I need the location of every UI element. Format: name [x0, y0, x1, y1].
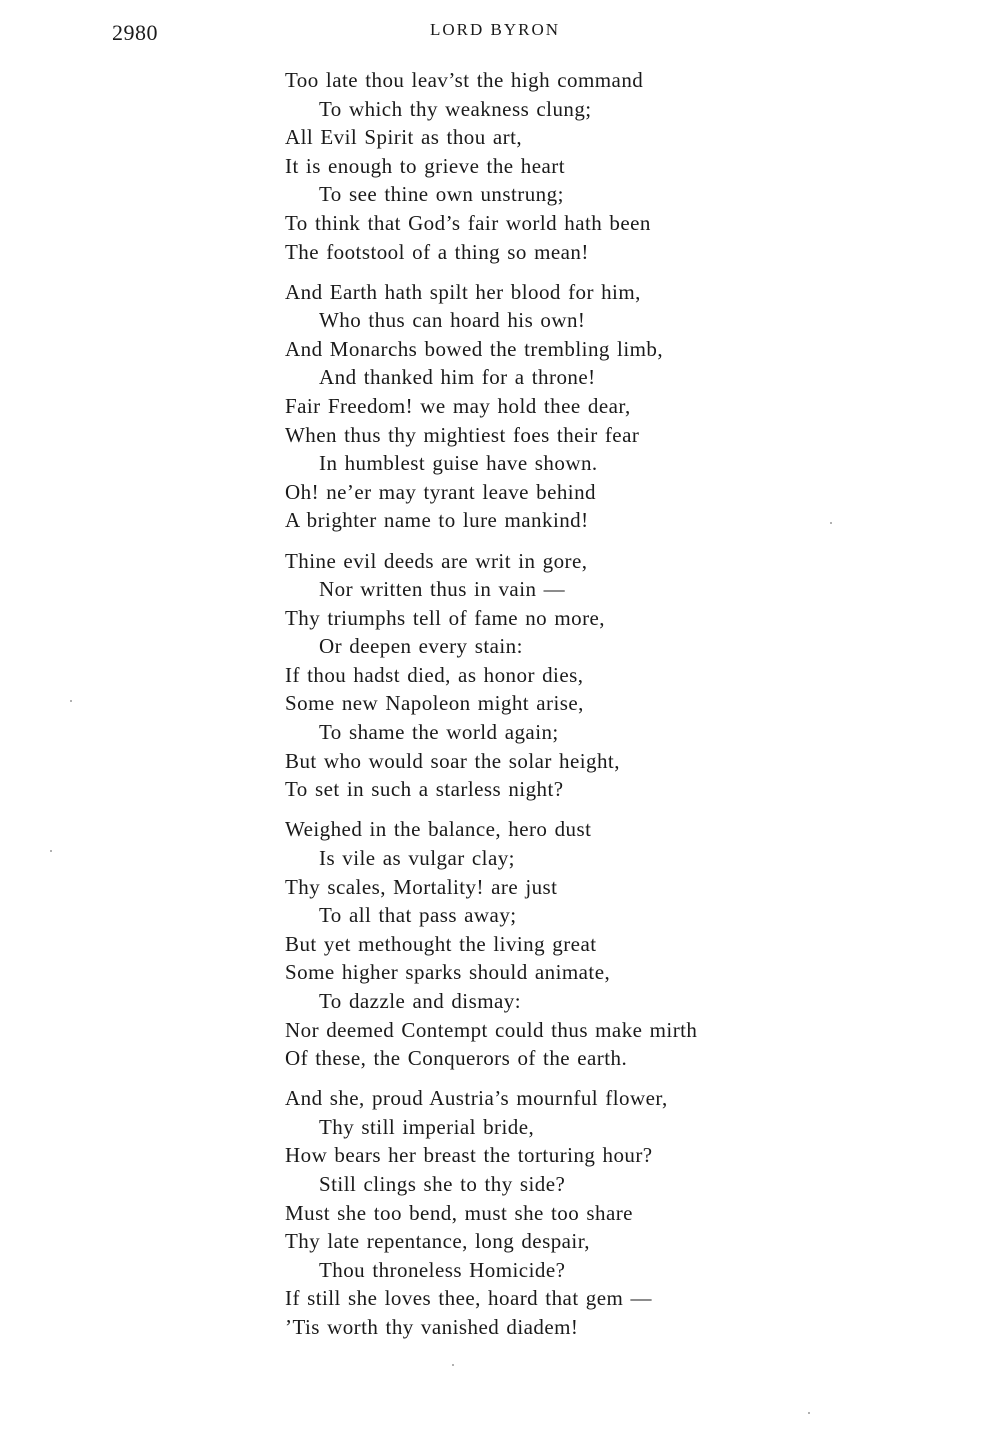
poem-line: In humblest guise have shown.: [319, 451, 598, 476]
poem-line: Nor deemed Contempt could thus make mirth: [285, 1017, 698, 1042]
poem-line: Must she too bend, must she too share: [285, 1200, 633, 1225]
poem-line: Weighed in the balance, hero dust: [285, 817, 592, 842]
scan-speck: [452, 1364, 454, 1366]
poem-line: But yet methought the living great: [285, 931, 597, 956]
poem-line: To all that pass away;: [319, 903, 517, 928]
poem-line: Thy still imperial bride,: [319, 1114, 535, 1139]
poem-line: To dazzle and dismay:: [319, 988, 521, 1013]
poem-line: To think that God’s fair world hath been: [285, 210, 651, 235]
poem-line: The footstool of a thing so mean!: [285, 239, 589, 264]
poem-line: Oh! ne’er may tyrant leave behind: [285, 479, 596, 504]
poem-line: All Evil Spirit as thou art,: [285, 125, 523, 150]
poem-line: And thanked him for a throne!: [319, 365, 596, 390]
poem-line: Who thus can hoard his own!: [319, 308, 586, 333]
poem-body: [285, 66, 885, 1353]
poem-line: Still clings she to thy side?: [319, 1171, 566, 1196]
poem-line: Some higher sparks should animate,: [285, 960, 611, 985]
poem-line: When thus thy mightiest foes their fear: [285, 422, 640, 447]
poem-line: How bears her breast the torturing hour?: [285, 1143, 653, 1168]
poem-line: Thine evil deeds are writ in gore,: [285, 548, 588, 573]
stanza-2: [285, 278, 885, 535]
poem-line: To which thy weakness clung;: [319, 96, 592, 121]
scan-speck: [808, 1412, 810, 1414]
stanza-5: [285, 1084, 885, 1341]
poem-line: If still she loves thee, hoard that gem —: [285, 1286, 652, 1311]
page-number: 2980: [112, 20, 158, 45]
poem-line: ’Tis worth thy vanished diadem!: [285, 1314, 579, 1339]
stanza-1: [285, 66, 885, 266]
poem-line: Nor written thus in vain —: [319, 577, 566, 602]
poem-line: But who would soar the solar height,: [285, 748, 620, 773]
stanza-4: [285, 815, 885, 1072]
poem-line: Fair Freedom! we may hold thee dear,: [285, 394, 631, 419]
poem-line: Too late thou leav’st the high command: [285, 68, 644, 92]
poem-line: Thy triumphs tell of fame no more,: [285, 605, 605, 630]
poem-line: Thou throneless Homicide?: [319, 1257, 566, 1282]
running-title: LORD BYRON: [430, 20, 561, 39]
scan-speck: [830, 522, 832, 524]
stanza-3: [285, 547, 885, 804]
poem-line: To see thine own unstrung;: [319, 182, 564, 207]
poem-line: Is vile as vulgar clay;: [319, 845, 515, 870]
poem-line: To set in such a starless night?: [285, 777, 564, 802]
poem-line: Thy late repentance, long despair,: [285, 1229, 591, 1254]
poem-line: Or deepen every stain:: [319, 634, 523, 659]
scan-speck: [50, 850, 52, 852]
poem-line: And Earth hath spilt her blood for him,: [285, 279, 641, 304]
poem-line: It is enough to grieve the heart: [285, 153, 565, 178]
scan-speck: [70, 700, 72, 702]
poem-line: A brighter name to lure mankind!: [285, 508, 589, 533]
poem-line: If thou hadst died, as honor dies,: [285, 662, 584, 687]
poem-line: Some new Napoleon might arise,: [285, 691, 584, 716]
poem-line: And Monarchs bowed the trembling limb,: [285, 336, 664, 361]
poem-line: Of these, the Conquerors of the earth.: [285, 1046, 628, 1071]
poem-line: And she, proud Austria’s mournful flower,: [285, 1086, 668, 1111]
poem-line: To shame the world again;: [319, 720, 559, 745]
poem-line: Thy scales, Mortality! are just: [285, 874, 558, 899]
